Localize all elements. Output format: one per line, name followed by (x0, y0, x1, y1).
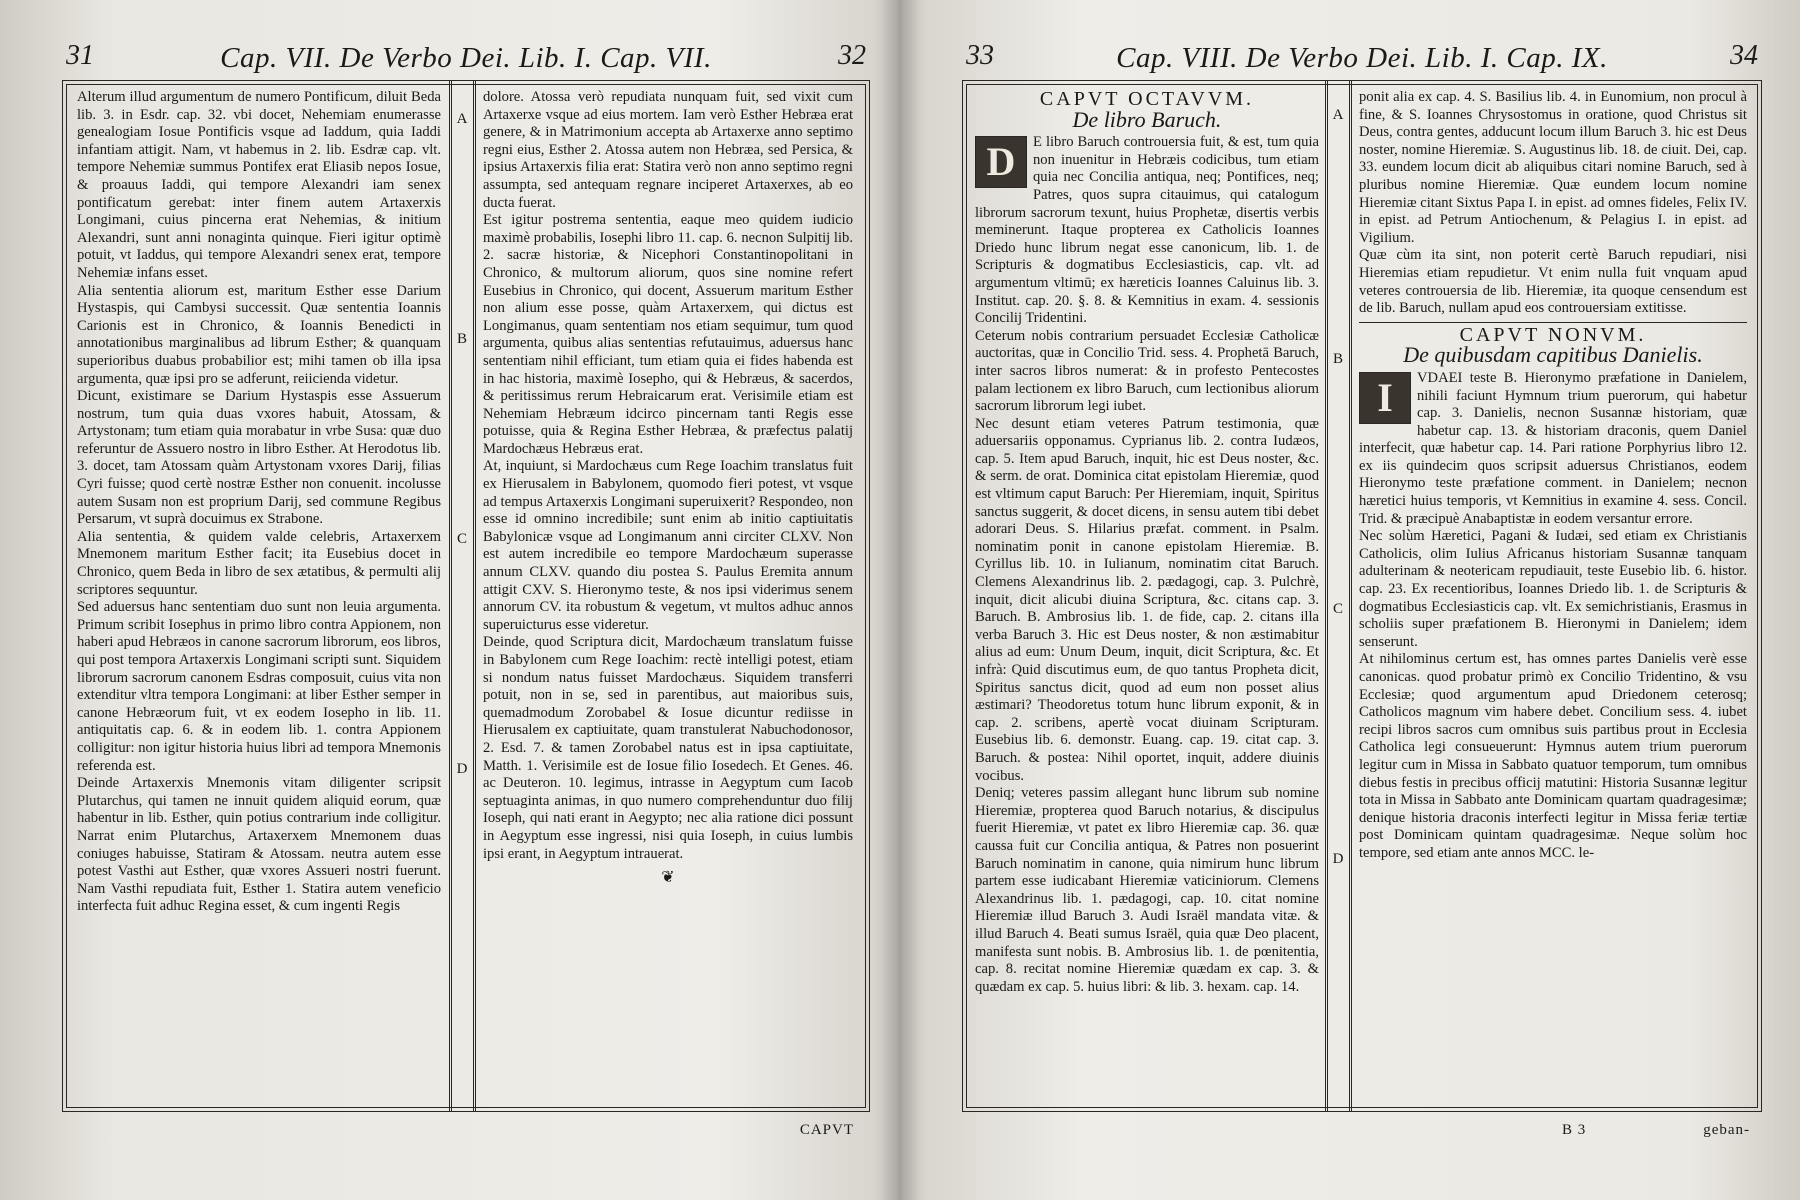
paragraph: Alia sententia aliorum est, maritum Esther esse Darium Hystaspis, qui Cambysi successit. Quæ sententia Ioannis Carionis est in Chronico, & Ioannis Benedicti in annotationibus marginalibus ad librum Esther; & quanquam superioribus duabus probabilior est; mihi tamen ob illa ipsa argumenta, quæ ipsi pro se adferunt, reiicienda videtur. (77, 282, 441, 387)
catchword: geban- (1703, 1122, 1750, 1138)
paragraph: At nihilominus certum est, has omnes partes Danielis verè esse canonicas. quod probatur primò ex Concilio Tridentino, & vsu Ecclesiæ; quod argumentum apud Driedonem ceterosq; Catholicos magnum vim habere debet. Concilium sess. 4. iubet recipi libros sacros cum omnibus suis partibus prout in Ecclesia Catholica legi consueuerunt: Hymnus autem trium puerorum legitur cum in Missa in Sabbato quatuor temporum, tum omnibus diebus festis in precibus officij matutini: Historia Susannæ legitur tota in Missa in Sabbato ante Dominicam quartam quadragesimæ; denique historia draconis interfecti legitur in Missa feriæ tertiæ post Dominicam quintam quadragesimæ. Neque solùm hoc tempore, sed etiam ante annos MCC. le- (1359, 651, 1747, 861)
chapter-heading: CAPVT OCTAVVM. (1039, 89, 1255, 110)
page-number: 31 (66, 40, 94, 71)
page-number: 34 (1730, 40, 1758, 71)
chapter-heading: CAPVT NONVM. (1359, 322, 1747, 345)
paragraph: Dicunt, existimare se Darium Hystaspis esse Assuerum nostrum, tum quia duas vxores habuit, Atossam, & Artystonam; tum etiam quia morabatur in vrbe Susa: quæ duo referuntur de Assuero nostro in libro Esther. At Herodotus lib. 3. docet, tam Atossam quàm Artystonam vxores Darij, filias Cyri fuisse; quod certè nostræ Esther non conuenit. incolusse autem Susam non est proprium Darij, sed commune Regibus Persarum, vt suprà docuimus ex Strabone. (77, 388, 441, 528)
ornament-icon: ❦ (661, 869, 675, 887)
signature-mark: B 3 (1562, 1122, 1587, 1138)
page-number: 33 (966, 40, 994, 71)
catchword: CAPVT (799, 1122, 854, 1138)
section-marker: C (456, 531, 467, 547)
paragraph: ponit alia ex cap. 4. S. Basilius lib. 4. in Eunomium, non procul à fine, & S. Ioannes Chrysostomus in oratione, quod Christus sit Deus, contra gentes, adducunt locum illum Baruch 3. hic est Deus noster, nomine Hieremiæ. S. Augustinus lib. 18. de ciuit. Dei, cap. 33. eundem locum dicit ab aliquibus citari nomine Baruch, sed à pluribus nomine Hieremiæ. Quæ eundem locum nomine Hieremiæ citant Sixtus Papa I. in epist. ad omnes fideles, Felix IV. in epist. ad Petrum Antiochenum, & Pelagius I. in epist. ad Vigilium. (1359, 89, 1747, 246)
section-marker: C (1332, 601, 1343, 617)
running-head (962, 40, 1762, 82)
text-column (1359, 89, 1747, 863)
text-column (77, 89, 441, 916)
chapter-subtitle: De quibusdam capitibus Danielis. (1403, 342, 1703, 368)
paragraph: Nec desunt etiam veteres Patrum testimonia, quæ aduersariis opponamus. Cyprianus lib. 2. contra Iudæos, cap. 5. Item apud Baruch, inquit, hic est Deus noster, &c. & serm. de orat. Dominica citat epistolam Hieremiæ, quod est vltimum caput Baruch: Per Hieremiam, inquit, Spiritus sanctus suggerit, & docet dicens, in sensu autem tibi debet adorari Deus. S. Hilarius præfat. comment. in Psalm. nominatim ponit in canone epistolam Hieremiæ. B. Cyrillus lib. 10. in Iulianum, nominatim citat Baruch. Clemens Alexandrinus lib. 2. pædagogi, cap. 3. Pulchrè, inquit, dicit alicubi diuina Scriptura, &c. citans cap. 3. Baruch. B. Ambrosius lib. 1. de fide, cap. 2. citans illa verba Baruch 3. Hic est Deus noster, & non æstimabitur alius ad eum: Unum Deum, inquit, dicit Scriptura, &c. Et infrà: Quid discutimus eum, de quo tantus Propheta dicit, Spiritus sanctus dicit, quod ad eum non posset alius æstimari? Theodoretus totum hunc librum exponit, & in cap. 2. scribens, apertè vocat diuinam Scripturam. Eusebius lib. 6. demonstr. Euang. cap. 19. citat cap. 3. Baruch. & postea: Nihil oportet, inquit, addere diuinis vocibus. (975, 415, 1319, 784)
running-title: Cap. VII. De Verbo Dei. Lib. I. Cap. VII. (220, 42, 712, 74)
paragraph: At, inquiunt, si Mardochæus cum Rege Ioachim translatus fuit ex Hierusalem in Babylonem, quomodo fieri potest, vt vsque ad tempus Artaxerxis Longimani superuixerit? Respondeo, non esse id omnino incredibile; sunt enim ab initio captiuitatis Babylonicæ vsque ad Longimanum anni circiter CLXV. Non est autem incredibile eo tempore Mardochæum superasse annum CLXV. quando diu postea S. Paulus Eremita annum attigit CXV. S. Hieronymo teste, & nos ipsi viderimus senem annorum CV. ita robustum & vegetum, vt multos adhuc annos superuicturus esse videretur. (483, 458, 853, 633)
text-column (975, 89, 1319, 996)
paragraph: Alia sententia, & quidem valde celebris, Artaxerxem Mnemonem maritum Esther facit; ita Eusebius docet in Chronico, quem Beda in libro de sex ætatibus, & permulti alij scriptores sequuntur. (77, 528, 441, 598)
section-marker: B (1332, 351, 1343, 367)
section-marker: D (456, 761, 468, 777)
decorated-initial: D (975, 136, 1027, 188)
running-head (62, 40, 870, 82)
paragraph: Quæ cùm ita sint, non poterit certè Baruch repudiari, nisi Hieremias etiam repudietur. Vt enim nulla fuit vnquam apud veteres controuersia de lib. Hieremiæ, ita quoque censendum est de lib. Baruch, nullam apud eos controuersiam extitisse. (1359, 247, 1747, 317)
paragraph: Deniq; veteres passim allegant hunc librum sub nomine Hieremiæ, propterea quod Baruch notarius, & discipulus fuerit Hieremiæ, vt patet ex libro Hieremiæ cap. 36. quæ caussa fuit cur Concilia antiqua, & Patres non posuerint Baruch nominatim in canone, quia nimirum hunc librum partem esse iudicabant Hieremiæ vaticiniorum. Clemens Alexandrinus lib. 1. pædagogi, cap. 10. citat nomine Hieremiæ illud Baruch 3. Audi Israël mandata vitæ. & illud Baruch 4. Beati sumus Israël, quia quæ Deo placent, manifesta sunt nobis. B. Ambrosius lib. 1. de pœnitentia, cap. 8. recitat nomine Hieremiæ quædam ex cap. 3. & quædam ex cap. 5. huius libri: & lib. 3. hexam. cap. 14. (975, 785, 1319, 995)
paragraph: Deinde, quod Scriptura dicit, Mardochæum translatum fuisse in Babylonem cum Rege Ioachim: rectè intelligi potest, etiam si nondum natus fuisset Mardochæus. Siquidem transferri potuit, non in se, sed in parentibus, aut maioribus suis, quemadmodum Zorobabel & Iosue dicuntur rediisse in Hierusalem ex captiuitate, quam transtulerat Nabuchodonosor, 2. Esd. 7. & tamen Zorobabel natus est in ipsa captiuitate, Matth. 1. Verisimile est de Iosue filio Iosedech. Et Genes. 46. ac Deuteron. 10. legimus, intrasse in Aegyptum cum Iacob septuaginta animas, in quo numero comprehenduntur duo filij Ioseph, qui nati erant in Aegypto; nec alia ratione dici possunt in Aegyptum esse ingressi, nisi quia Ioseph, in cuius lumbis ipsi erant, in Aegyptum intrauerat. (483, 634, 853, 862)
section-marker: A (1332, 107, 1344, 123)
right-page (962, 40, 1762, 1150)
text-frame (962, 80, 1762, 1112)
left-page (62, 40, 870, 1150)
chapter-subtitle: De libro Baruch. (1072, 106, 1222, 132)
paragraph: Sed aduersus hanc sententiam duo sunt non leuia argumenta. Primum scribit Iosephus in primo libro contra Appionem, non haberi apud Hebræos in canone sacrorum librorum, eos libros, qui post tempora Artaxerxis Longimani scripti sunt. Siquidem librorum sacrorum canonem Esdras composuit, cuius vita non extenditur vltra tempora Longimani: at liber Esther semper in canone Hebræorum fuit, vt ex eodem Iosepho in lib. 11. antiquitatis cap. 6. & in eodem lib. 1. contra Appionem colligitur: non igitur historia huius libri ad tempora Mnemonis referenda est. (77, 599, 441, 774)
paragraph: Est igitur postrema sententia, eaque meo quidem iudicio maximè probabilis, Iosephi libro 11. cap. 6. necnon Sulpitij lib. 2. sacræ historiæ, & Nicephori Constantinopolitani in Chronico, & multorum aliorum, quos sine nomine refert Eusebius in Chronico, qui docent, Assuerum maritum Esther non alium esse posse, quàm Artaxerxem, qui dictus est Longimanus, quam sententiam nos etiam sequimur, tum quod argumenta, quibus alias sententias refutauimus, aduersus hanc sententiam nihil efficiant, tum etiam quia ei fides habenda est in hac historia, maximè Iosepho, qui & Hebræus, & sacerdos, & peritissimus rerum Hebraicarum erat. Verisimile etiam est Nehemiam Hebræum idcirco pincernam tanti Regis esse potuisse, quia & Regina Esther Hebræa, & præfectus palatij Mardochæus Hebræus erat. (483, 212, 853, 457)
column-rule (1325, 81, 1326, 1111)
paragraph: Ceterum nobis contrarium persuadet Ecclesiæ Catholicæ auctoritas, quæ in Concilio Trid. sess. 4. Prophetā Baruch, inter sacros libros numerat: & in profesto Pentecostes palam lectionem ex libro Baruch, cum lectionibus aliorum sacrorum librorum legi iubet. (975, 327, 1319, 415)
page-number: 32 (838, 40, 866, 71)
section-marker: B (456, 331, 467, 347)
column-rule (449, 81, 450, 1111)
running-title: Cap. VIII. De Verbo Dei. Lib. I. Cap. IX. (1116, 42, 1608, 74)
book-gutter (880, 0, 920, 1200)
paragraph: I VDAEI teste B. Hieronymo præfatione in Danielem, nihili faciunt Hymnum trium puerorum, qui habetur cap. 3. Danielis, necnon Susannæ historiam, quæ habetur cap. 13. & historiam draconis, quem Daniel interfecit, quæ habetur cap. 14. Pari ratione Porphyrius libro 12. ex iis quindecim quos scripsit aduersus Christianos, eodem Hieronymo teste præfatione comment. in Danielem; necnon hæretici huius temporis, vt Kemnitius in examine 4. sess. Concil. Trid. & præcipuè Anabaptistæ in eodem versantur errore. (1359, 369, 1747, 527)
section-marker: D (1332, 851, 1344, 867)
paragraph: dolore. Atossa verò repudiata nunquam fuit, sed vixit cum Artaxerxe vsque ad eius mortem. Iam verò Esther Hebræa erat genere, & in Matrimonium accepta ab Artaxerxe anno septimo regni eius, Esther 2. Atossa autem non Hebræa, sed Persica, & ipsius Artaxerxis filia erat: Statira verò non anno septimo regni assumpta, sed antequam regnare inciperet Artaxerxes, ab eo ducta fuerat. (483, 89, 853, 211)
paragraph: D E libro Baruch controuersia fuit, & est, tum quia non inuenitur in Hebræis codicibus, tum etiam quia nec Concilia antiqua, neq; Pontifices, neq; Patres, quos supra citauimus, qui catalogum librorum sacrorum texunt, huius Prophetæ, disertis verbis meminerunt. Itaque propterea ex Catholicis Ioannes Driedo hunc librum negat esse canonicum, lib. 1. de Scripturis & dogmatibus Ecclesiasticis, cap. vlt. ad argumentum vltimū; ex hæreticis Ioannes Caluinus lib. 3. Institut. cap. 20. §. 8. & Kemnitius in exam. 4. sessionis Concilij Tridentini. (975, 134, 1319, 327)
section-marker: A (456, 111, 468, 127)
decorated-initial: I (1359, 372, 1411, 424)
column-rule (1349, 81, 1350, 1111)
paragraph: Alterum illud argumentum de numero Pontificum, diluit Beda lib. 3. in Esdr. cap. 32. vbi docet, Nehemiam enumerasse genealogiam Iosue Pontificis vsque ad Iaddum, quia Iaddi infantiam attigit. Nam, vt habemus in 2. lib. Esdræ cap. vlt. tempore Nehemiæ summus Pontifex erat Eliasib nepos Iosue, & proauus Iaddi, qui tempore Alexandri iam senex pontificatum gerebat: inter finem autem Artaxerxis Longimani, cuius pincerna erat Nehemias, & initium Alexandri, sunt anni nonaginta quinque. Fieri igitur optimè potuit, vt Iaddus, qui tempore Alexandri senex erat, tempore Nehemiæ infans esset. (77, 89, 441, 281)
text-column (483, 89, 853, 887)
paragraph: Deinde Artaxerxis Mnemonis vitam diligenter scripsit Plutarchus, qui tamen ne innuit quidem aliquid eorum, quæ habentur in lib. Esther, quin potius contrarium inde colligitur. Narrat enim Plutarchus, Artaxerxem Mnemonem duas coniuges habuisse, Statiram & Atossam. neutra autem esse potest Vasthi aut Esther, quæ vxores Assueri nostri fuerunt. Nam Vasthi repudiata fuit, Esther 1. Statira autem veneficio interfecta fuit adhuc Regina esset, & cum ingenti Regis (77, 775, 441, 915)
paragraph: Nec solùm Hæretici, Pagani & Iudæi, sed etiam ex Christianis Catholicis, olim Iulius Africanus historiam Susannæ tanquam adulterinam & neotericam repudiauit, teste Eusebio lib. 6. histor. cap. 23. Ex recentioribus, Ioannes Driedo lib. 1. de Scripturis & dogmatibus Ecclesiasticis cap. vlt. Ex semichristianis, Erasmus in scholiis super præfationem B. Hieronymi in Danielem; idem senserunt. (1359, 528, 1747, 650)
column-rule (473, 81, 474, 1111)
text-frame (62, 80, 870, 1112)
